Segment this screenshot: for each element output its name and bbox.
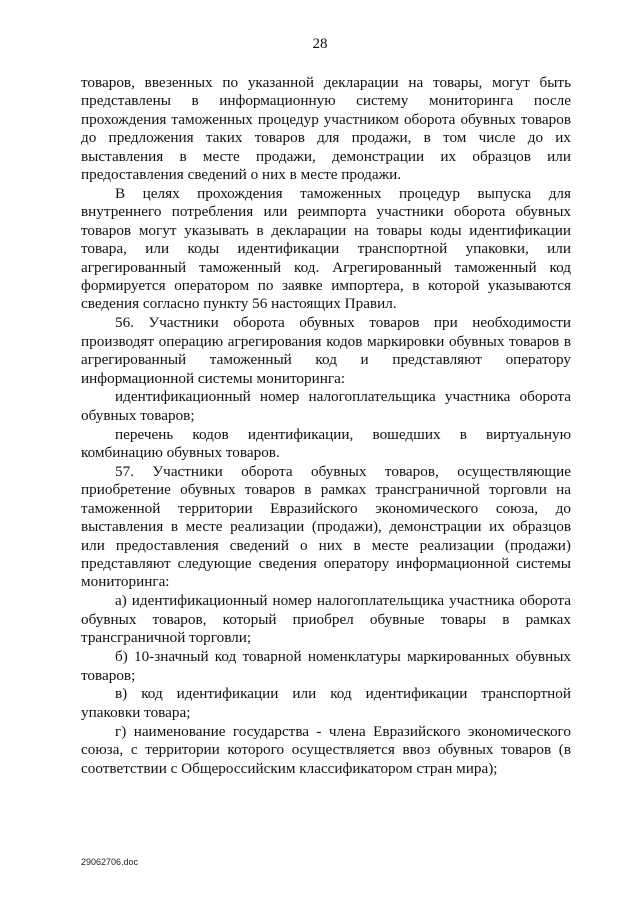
paragraph-item-57-g: г) наименование государства - члена Евразийского экономического союза, с территории которого осуществляется ввоз обувных товаров (в соответствии с Общероссийским классификатором стран мира);: [81, 722, 571, 777]
paragraph-item-57-a: а) идентификационный номер налогоплательщика участника оборота обувных товаров, который приобрел обувные товары в рамках трансграничной торговли;: [81, 592, 571, 647]
page-number: 28: [312, 36, 328, 52]
paragraph-item-57-b: б) 10-значный код товарной номенклатуры маркированных обувных товаров;: [81, 648, 571, 684]
paragraph-customs-procedures: В целях прохождения таможенных процедур выпуска для внутреннего потребления или реимпорта участники оборота обувных товаров могут указывать в декларации на товары коды идентификации товара, или коды идентификации транспортной упаковки, или агрегированный таможенный код. Агрегированный таможенный код формируется оператором по заявке импортера, в которой указываются сведения согласно пункту 56 настоящих Правил.: [81, 184, 571, 313]
document-file-code: 29062706.doc: [81, 857, 139, 867]
document-body: [81, 74, 571, 778]
paragraph-item-56: 56. Участники оборота обувных товаров при необходимости производят операцию агрегирования кодов маркировки обувных товаров в агрегированный таможенный код и представляют оператору информационной системы мониторинга:: [81, 314, 571, 387]
paragraph-item-57: 57. Участники оборота обувных товаров, осуществляющие приобретение обувных товаров в рамках трансграничной торговли на таможенной территории Евразийского экономического союза, до выставления в месте реализации (продажи), демонстрации их образцов или предоставления сведений о них в месте реализации (продажи) представляют следующие сведения оператору информационной системы мониторинга:: [81, 463, 571, 591]
paragraph-item-56-inn: идентификационный номер налогоплательщика участника оборота обувных товаров;: [81, 388, 571, 424]
paragraph-continuation: товаров, ввезенных по указанной декларации на товары, могут быть представлены в информационную систему мониторинга после прохождения таможенных процедур участником оборота обувных товаров до предложения таких товаров для продажи, в том числе до их выставления в месте продажи, демонстрации их образцов или предоставления сведений о них в месте продажи.: [81, 74, 571, 184]
paragraph-item-57-v: в) код идентификации или код идентификации транспортной упаковки товара;: [81, 685, 571, 721]
paragraph-item-56-codes-list: перечень кодов идентификации, вошедших в виртуальную комбинацию обувных товаров.: [81, 425, 571, 462]
